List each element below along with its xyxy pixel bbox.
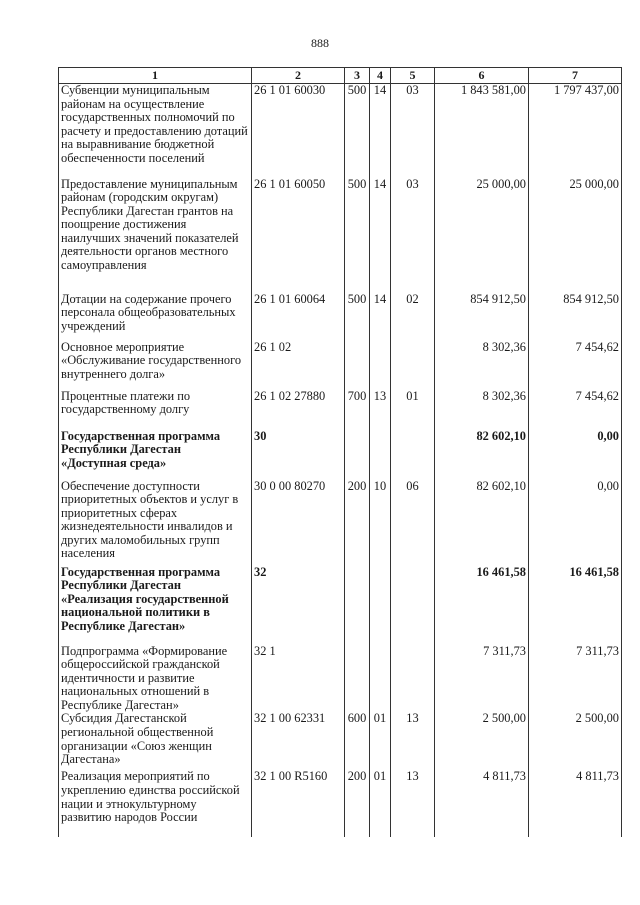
row-amount-col7-cell: 0,00 bbox=[529, 480, 622, 566]
table-row bbox=[59, 430, 622, 480]
row-column-5-cell: 06 bbox=[391, 480, 435, 566]
row-amount-col7-cell: 0,00 bbox=[529, 430, 622, 480]
row-amount-col6-cell: 854 912,50 bbox=[435, 293, 529, 341]
row-column-4-cell bbox=[370, 645, 391, 713]
row-column-4-cell bbox=[370, 430, 391, 480]
row-column-3-cell bbox=[345, 566, 370, 645]
row-amount-col6-cell: 82 602,10 bbox=[435, 480, 529, 566]
row-amount-col6-cell: 25 000,00 bbox=[435, 178, 529, 293]
row-column-5-cell: 01 bbox=[391, 390, 435, 430]
row-column-5-cell: 03 bbox=[391, 84, 435, 178]
row-code-cell: 26 1 01 60064 bbox=[252, 293, 345, 341]
column-header: 4 bbox=[370, 68, 391, 84]
row-column-4-cell: 01 bbox=[370, 712, 391, 770]
row-column-5-cell bbox=[391, 430, 435, 480]
table-row bbox=[59, 293, 622, 341]
row-column-4-cell: 14 bbox=[370, 84, 391, 178]
table-row bbox=[59, 390, 622, 430]
row-column-5-cell: 03 bbox=[391, 178, 435, 293]
column-header: 3 bbox=[345, 68, 370, 84]
row-code-cell: 26 1 01 60050 bbox=[252, 178, 345, 293]
row-column-4-cell bbox=[370, 566, 391, 645]
row-amount-col6-cell: 16 461,58 bbox=[435, 566, 529, 645]
row-name-cell: Обеспечение доступности приоритетных объектов и услуг в приоритетных сферах жизнедеятельности инвалидов и других маломобильных групп населения bbox=[59, 480, 252, 566]
table-row bbox=[59, 178, 622, 293]
row-code-cell: 32 bbox=[252, 566, 345, 645]
row-code-cell: 30 bbox=[252, 430, 345, 480]
row-column-3-cell: 500 bbox=[345, 84, 370, 178]
column-header: 2 bbox=[252, 68, 345, 84]
row-amount-col6-cell: 8 302,36 bbox=[435, 341, 529, 390]
column-header: 7 bbox=[529, 68, 622, 84]
row-column-3-cell: 700 bbox=[345, 390, 370, 430]
table-row bbox=[59, 84, 622, 178]
row-column-5-cell: 13 bbox=[391, 770, 435, 837]
row-name-cell: Государственная программа Республики Дагестан «Реализация государственной национальной политики в Республике Дагестан» bbox=[59, 566, 252, 645]
page-number: 888 bbox=[311, 36, 329, 50]
row-code-cell: 32 1 00 R5160 bbox=[252, 770, 345, 837]
row-name-cell: Дотации на содержание прочего персонала общеобразовательных учреждений bbox=[59, 293, 252, 341]
row-name-cell: Государственная программа Республики Дагестан «Доступная среда» bbox=[59, 430, 252, 480]
table-row bbox=[59, 566, 622, 645]
row-name-cell: Основное мероприятие «Обслуживание государственного внутреннего долга» bbox=[59, 341, 252, 390]
row-column-3-cell bbox=[345, 341, 370, 390]
row-amount-col7-cell: 16 461,58 bbox=[529, 566, 622, 645]
row-amount-col7-cell: 4 811,73 bbox=[529, 770, 622, 837]
column-header: 5 bbox=[391, 68, 435, 84]
row-name-cell: Субвенции муниципальным районам на осуществление государственных полномочий по расчету и предоставлению дотаций на выравнивание бюджетной обеспеченности поселений bbox=[59, 84, 252, 178]
row-amount-col7-cell: 854 912,50 bbox=[529, 293, 622, 341]
row-amount-col6-cell: 8 302,36 bbox=[435, 390, 529, 430]
row-amount-col7-cell: 7 454,62 bbox=[529, 390, 622, 430]
budget-table bbox=[58, 67, 622, 837]
row-column-5-cell: 13 bbox=[391, 712, 435, 770]
row-amount-col7-cell: 2 500,00 bbox=[529, 712, 622, 770]
row-column-4-cell bbox=[370, 341, 391, 390]
row-column-3-cell: 500 bbox=[345, 293, 370, 341]
table-row bbox=[59, 712, 622, 770]
row-amount-col7-cell: 25 000,00 bbox=[529, 178, 622, 293]
row-column-4-cell: 01 bbox=[370, 770, 391, 837]
row-code-cell: 32 1 bbox=[252, 645, 345, 713]
table-row bbox=[59, 480, 622, 566]
row-column-5-cell bbox=[391, 645, 435, 713]
row-name-cell: Субсидия Дагестанской региональной общественной организации «Союз женщин Дагестана» bbox=[59, 712, 252, 770]
row-column-3-cell: 500 bbox=[345, 178, 370, 293]
row-code-cell: 26 1 02 bbox=[252, 341, 345, 390]
row-amount-col6-cell: 1 843 581,00 bbox=[435, 84, 529, 178]
row-column-5-cell bbox=[391, 341, 435, 390]
column-header-row bbox=[59, 68, 622, 84]
row-code-cell: 26 1 01 60030 bbox=[252, 84, 345, 178]
row-column-4-cell: 10 bbox=[370, 480, 391, 566]
row-amount-col6-cell: 2 500,00 bbox=[435, 712, 529, 770]
row-column-5-cell bbox=[391, 566, 435, 645]
row-column-5-cell: 02 bbox=[391, 293, 435, 341]
row-amount-col6-cell: 7 311,73 bbox=[435, 645, 529, 713]
row-column-3-cell bbox=[345, 645, 370, 713]
table-row bbox=[59, 645, 622, 713]
row-code-cell: 26 1 02 27880 bbox=[252, 390, 345, 430]
row-column-3-cell: 200 bbox=[345, 480, 370, 566]
row-amount-col7-cell: 1 797 437,00 bbox=[529, 84, 622, 178]
table-row bbox=[59, 770, 622, 837]
row-code-cell: 32 1 00 62331 bbox=[252, 712, 345, 770]
row-amount-col6-cell: 4 811,73 bbox=[435, 770, 529, 837]
row-amount-col7-cell: 7 311,73 bbox=[529, 645, 622, 713]
row-name-cell: Реализация мероприятий по укреплению единства российской нации и этнокультурному развитию народов России bbox=[59, 770, 252, 837]
row-name-cell: Подпрограмма «Формирование общероссийской гражданской идентичности и развитие национальных отношений в Республике Дагестан» bbox=[59, 645, 252, 713]
row-amount-col6-cell: 82 602,10 bbox=[435, 430, 529, 480]
row-column-4-cell: 13 bbox=[370, 390, 391, 430]
row-amount-col7-cell: 7 454,62 bbox=[529, 341, 622, 390]
row-column-4-cell: 14 bbox=[370, 178, 391, 293]
row-column-3-cell bbox=[345, 430, 370, 480]
row-column-3-cell: 200 bbox=[345, 770, 370, 837]
row-name-cell: Процентные платежи по государственному долгу bbox=[59, 390, 252, 430]
row-column-3-cell: 600 bbox=[345, 712, 370, 770]
column-header: 1 bbox=[59, 68, 252, 84]
column-header: 6 bbox=[435, 68, 529, 84]
row-name-cell: Предоставление муниципальным районам (городским округам) Республики Дагестан грантов на поощрение достижения наилучших значений показателей деятельности органов местного самоуправления bbox=[59, 178, 252, 293]
table-row bbox=[59, 341, 622, 390]
row-code-cell: 30 0 00 80270 bbox=[252, 480, 345, 566]
row-column-4-cell: 14 bbox=[370, 293, 391, 341]
